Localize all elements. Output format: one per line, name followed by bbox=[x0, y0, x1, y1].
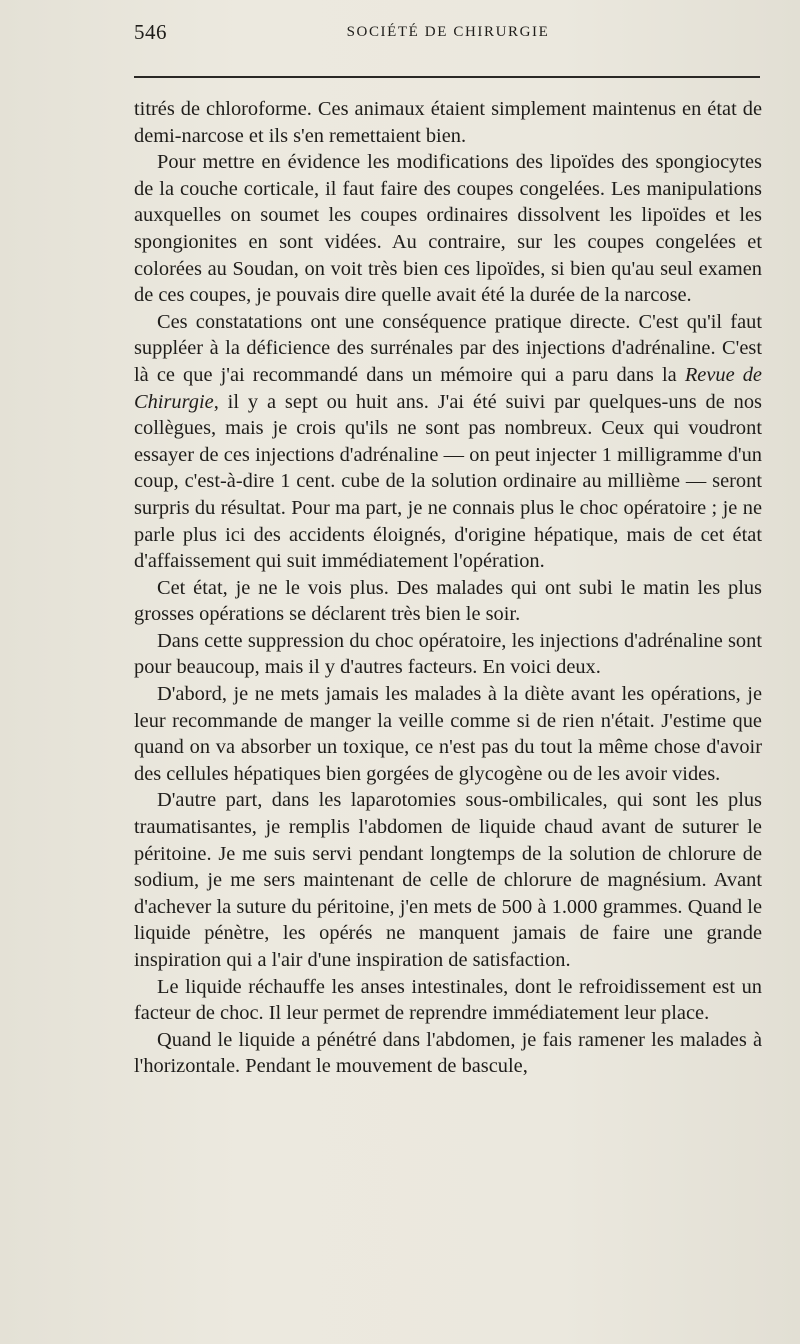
page-header bbox=[134, 18, 762, 48]
paragraph-1: titrés de chloroforme. Ces animaux étaient simplement maintenus en état de demi-narcose et ils s'en remettaient bien. bbox=[134, 98, 762, 147]
paragraph-6: D'abord, je ne mets jamais les malades à la diète avant les opérations, je leur recommande de manger la veille comme si de rien n'était. J'estime que quand on va absorber un toxique, ce n'est pas du tout la même chose d'avoir des cellules hépatiques bien gorgées de glycogène ou de les avoir vides. bbox=[134, 683, 762, 785]
paragraph-7: D'autre part, dans les laparotomies sous-ombilicales, qui sont les plus traumatisantes, je remplis l'abdomen de liquide chaud avant de suturer le péritoine. Je me suis servi pendant longtemps de la solution de chlorure de sodium, je me sers maintenant de celle de chlorure de magnésium. Avant d'achever la suture du péritoine, j'en mets de 500 à 1.000 grammes. Quand le liquide pénètre, les opérés ne manquent jamais de faire une grande inspiration qui a l'air d'une inspiration de satisfaction. bbox=[134, 789, 762, 971]
body-text bbox=[134, 96, 762, 1080]
paragraph-4: Cet état, je ne le vois plus. Des malades qui ont subi le matin les plus grosses opérations se déclarent très bien le soir. bbox=[134, 576, 762, 626]
paragraph-9: Quand le liquide a pénétré dans l'abdomen, je fais ramener les malades à l'horizontale. Pendant le mouvement de bascule, bbox=[134, 1028, 762, 1078]
paragraph-2: Pour mettre en évidence les modifications des lipoïdes des spongiocytes de la couche corticale, il faut faire des coupes congelées. Les manipulations auxquelles on soumet les coupes ordinaires dissolvent les lipoïdes et les spongionites en sont vidées. Au contraire, sur les coupes congelées et colorées au Soudan, on voit très bien ces lipoïdes, si bien qu'au seul examen de ces coupes, je pouvais dire quelle avait été la durée de la narcose. bbox=[134, 151, 762, 307]
paragraph-5: Dans cette suppression du choc opératoire, les injections d'adrénaline sont pour beaucoup, mais il y d'autres facteurs. En voici deux. bbox=[134, 629, 762, 679]
journal-title: Revue de Chirurgie bbox=[134, 363, 762, 413]
paragraph-3 bbox=[134, 309, 762, 575]
header-rule bbox=[134, 76, 760, 78]
running-title: SOCIÉTÉ DE CHIRURGIE bbox=[346, 24, 550, 40]
page-number: 546 bbox=[134, 20, 167, 44]
paragraph-8: Le liquide réchauffe les anses intestinales, dont le refroidissement est un facteur de choc. Il leur permet de reprendre immédiatement leur place. bbox=[134, 975, 762, 1025]
paragraph-3-text-before: Ces constatations ont une conséquence pratique directe. C'est qu'il faut suppléer à la déficience des surrénales par des injections d'adrénaline. C'est là ce que j'ai recommandé dans un mémoire qui a paru dans la bbox=[134, 310, 762, 386]
paragraph-3-text-after: , il y a sept ou huit ans. J'ai été suivi par quelques-uns de nos collègues, mais je crois qu'ils ne sont pas nombreux. Ceux qui voudront essayer de ces injections d'adrénaline — on peut injecter 1 milligramme d'un coup, c'est-à-dire 1 cent. cube de la solution ordinaire au millième — seront surpris du résultat. Pour ma part, je ne connais plus le choc opératoire ; je ne parle plus ici des accidents éloignés, d'origine hépatique, mais de cet état d'affaissement qui suit immédiatement l'opération. bbox=[134, 390, 762, 573]
